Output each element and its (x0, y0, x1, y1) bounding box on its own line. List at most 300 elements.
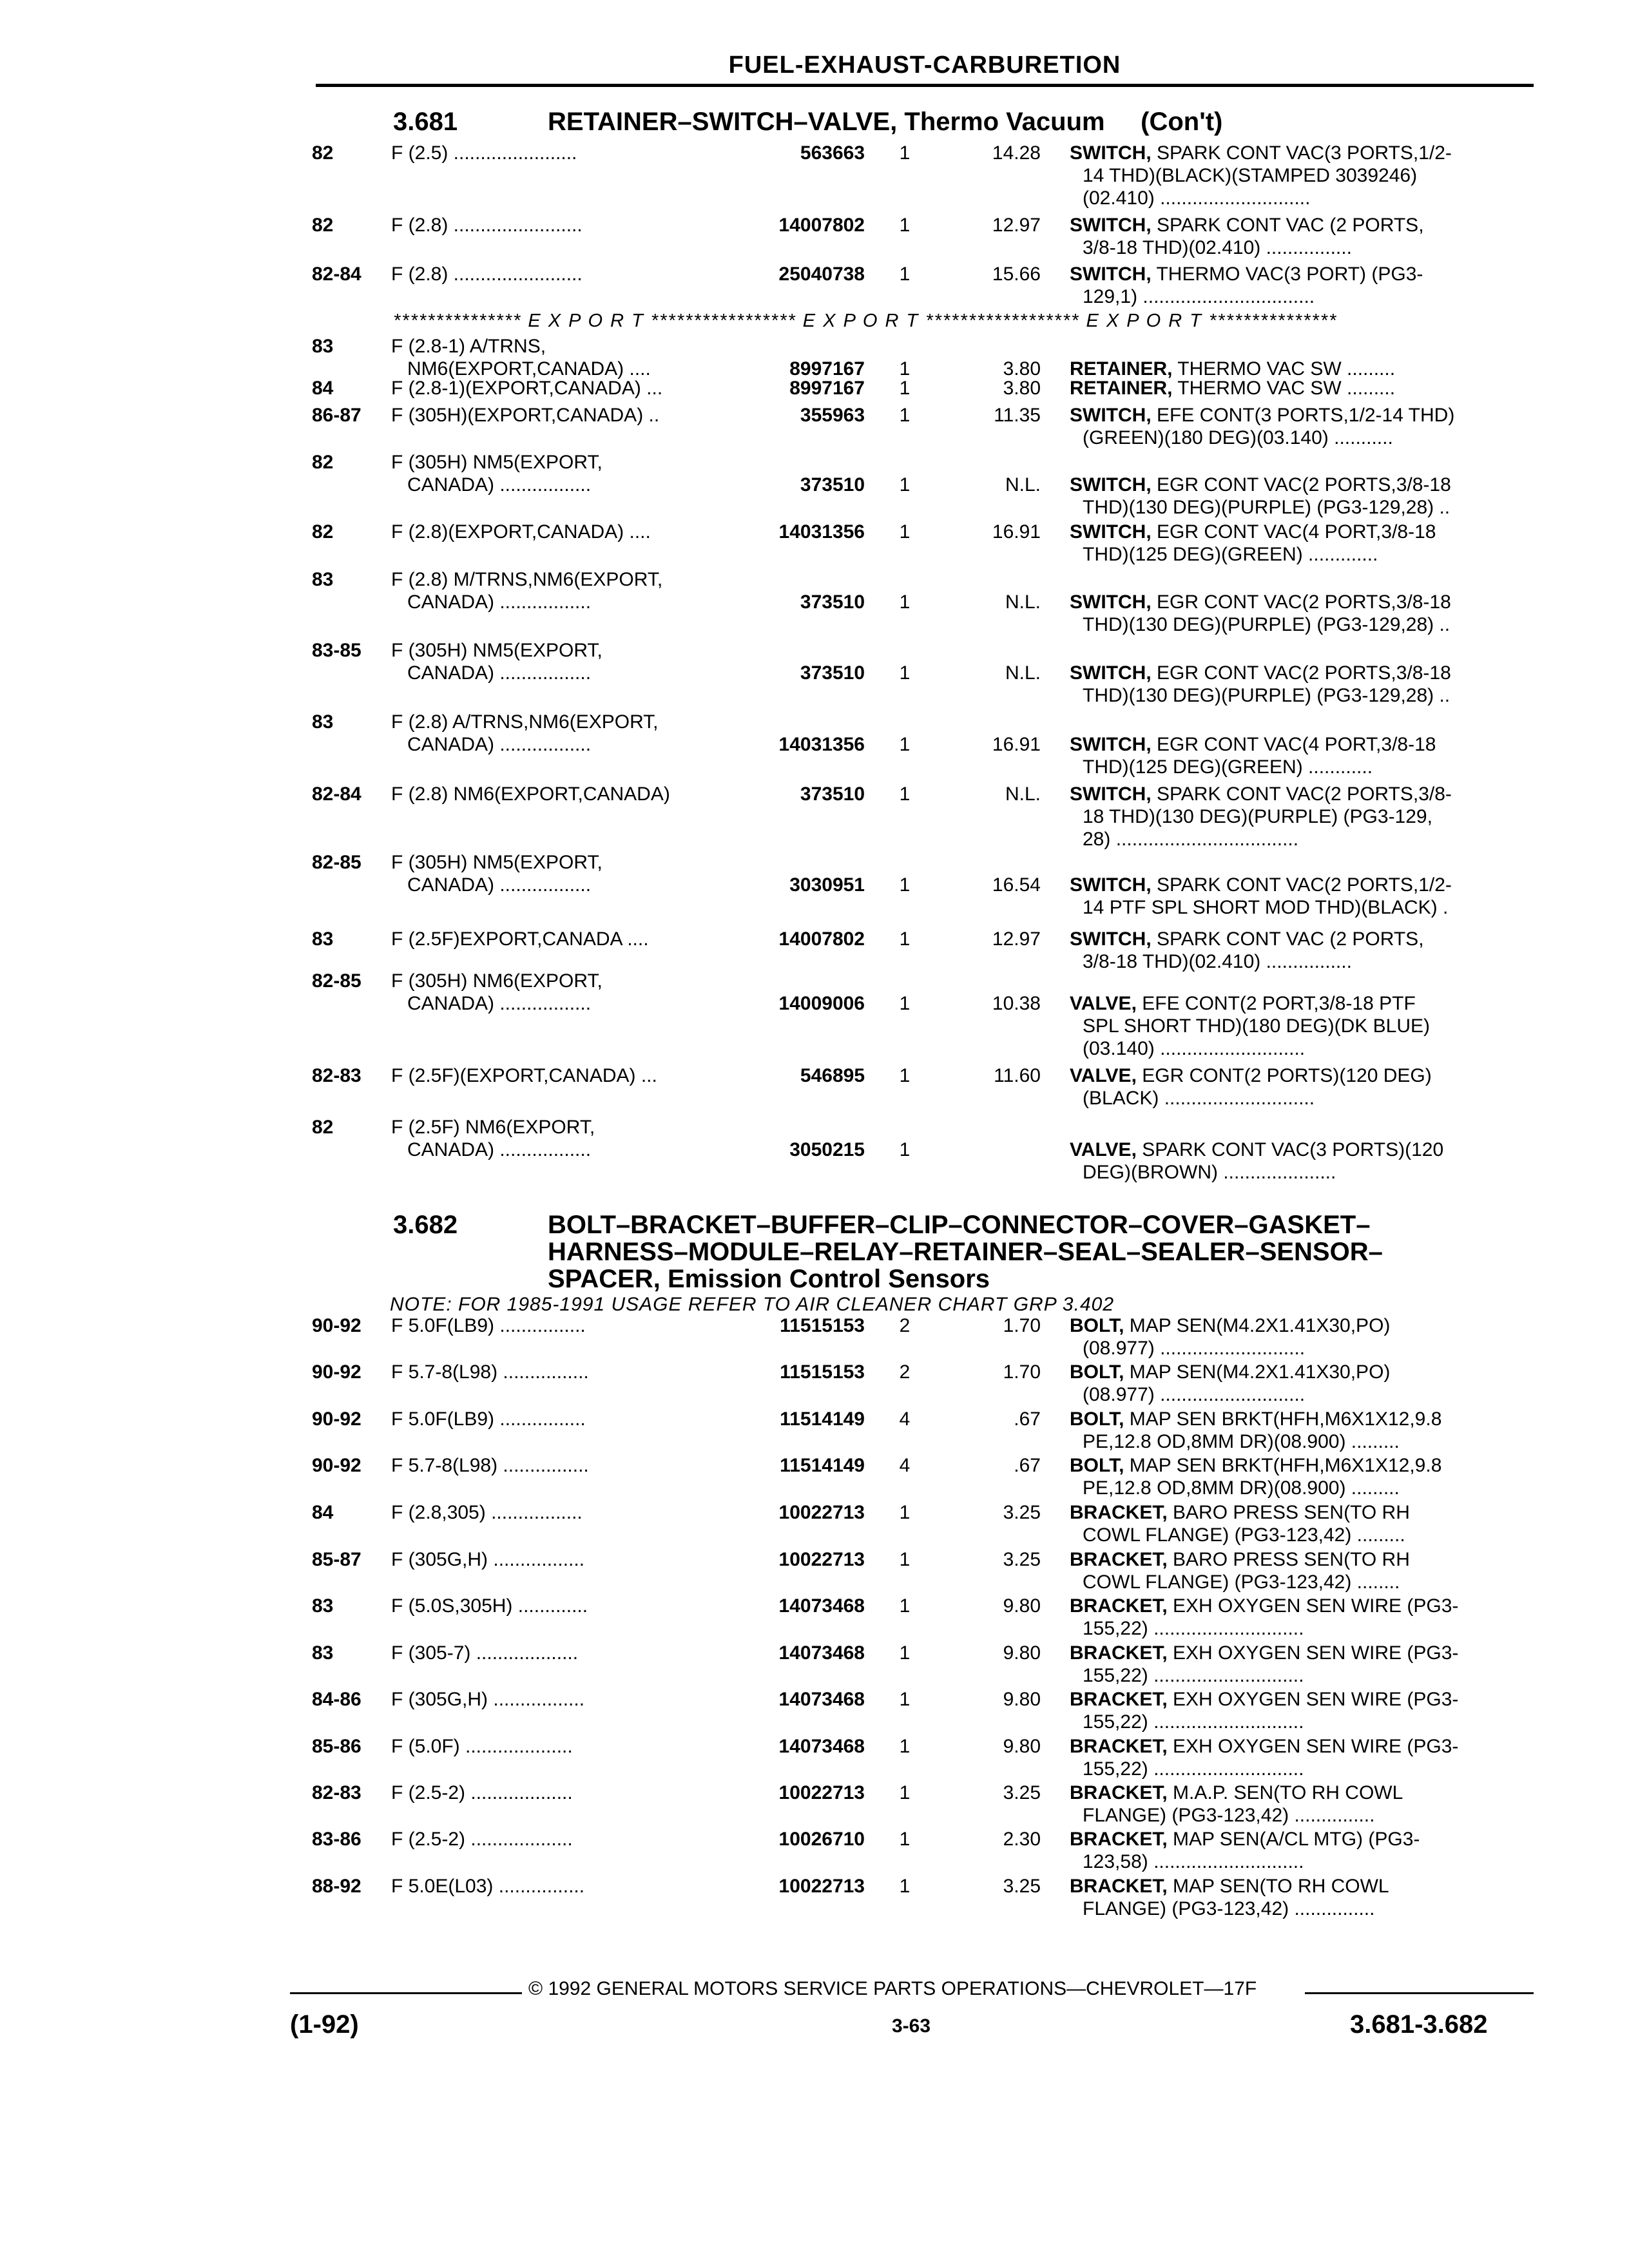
quantity: 1 (899, 215, 911, 236)
part-name-line: BRACKET, EXH OXYGEN SEN WIRE (PG3- (1070, 1642, 1459, 1664)
usage-description (391, 711, 752, 756)
part-name (1070, 1782, 1534, 1827)
usage-line: F 5.0F(LB9) ................ (391, 1315, 586, 1336)
usage-line: F (2.8) A/TRNS,NM6(EXPORT, (391, 711, 659, 733)
usage-line: CANADA) ................. (407, 591, 592, 613)
part-noun: SWITCH, (1070, 142, 1152, 164)
part-noun: SWITCH, (1070, 783, 1152, 805)
model-year: 85-87 (312, 1549, 361, 1570)
usage-line: CANADA) ................. (407, 662, 592, 684)
part-noun: VALVE, (1070, 993, 1137, 1014)
part-name-line: BRACKET, EXH OXYGEN SEN WIRE (PG3- (1070, 1736, 1459, 1757)
quantity: 1 (899, 1502, 911, 1523)
part-name (1070, 1875, 1534, 1920)
usage-line: F (5.0S,305H) ............. (391, 1595, 588, 1617)
model-year: 82-83 (312, 1065, 361, 1086)
part-name-line: SWITCH, EGR CONT VAC(2 PORTS,3/8-18 (1070, 474, 1451, 495)
part-name-line: 3/8-18 THD)(02.410) ................ (1083, 237, 1352, 258)
model-year: 83 (312, 336, 334, 357)
price: 9.80 (1003, 1595, 1041, 1617)
part-name (1070, 1454, 1534, 1499)
part-noun: BOLT, (1070, 1408, 1124, 1430)
model-year: 85-86 (312, 1736, 361, 1757)
usage-description (391, 928, 752, 950)
model-year: 82-84 (312, 264, 361, 285)
price: 1.70 (1003, 1315, 1041, 1336)
model-year: 83 (312, 1642, 334, 1664)
usage-line: F (2.8,305) ................. (391, 1502, 583, 1523)
part-noun: VALVE, (1070, 1065, 1137, 1086)
part-name-line: SWITCH, EGR CONT VAC(4 PORT,3/8-18 (1070, 734, 1436, 755)
usage-description (391, 451, 752, 496)
part-number: 14031356 (778, 521, 865, 543)
part-noun: BRACKET, (1070, 1595, 1168, 1617)
part-noun: SWITCH, (1070, 521, 1152, 543)
part-name (1070, 474, 1534, 519)
usage-line: CANADA) ................. (407, 993, 592, 1014)
price: 3.80 (1003, 378, 1041, 399)
part-name-line: 28) .................................. (1083, 829, 1299, 850)
part-name (1070, 1642, 1534, 1687)
part-number: 10026710 (778, 1829, 865, 1850)
usage-line: CANADA) ................. (407, 734, 592, 755)
footer-section-range: 3.681-3.682 (1350, 2010, 1488, 2039)
part-name-line: THD)(125 DEG)(GREEN) ............ (1083, 756, 1373, 778)
part-name (1070, 1688, 1534, 1733)
part-noun: BOLT, (1070, 1315, 1124, 1336)
usage-line: CANADA) ................. (407, 1139, 592, 1160)
quantity: 1 (899, 591, 911, 613)
part-number: 10022713 (778, 1782, 865, 1803)
part-name (1070, 591, 1534, 636)
part-noun: SWITCH, (1070, 874, 1152, 896)
footer-date: (1-92) (290, 2010, 359, 2039)
part-name-line: DEG)(BROWN) ..................... (1083, 1162, 1336, 1183)
part-number: 11515153 (780, 1315, 865, 1336)
part-name-line: THD)(130 DEG)(PURPLE) (PG3-129,28) .. (1083, 685, 1451, 706)
usage-line: F 5.0F(LB9) ................ (391, 1408, 586, 1430)
part-name-line: 3/8-18 THD)(02.410) ................ (1083, 951, 1352, 972)
model-year: 88-92 (312, 1876, 361, 1897)
part-name-line: SWITCH, SPARK CONT VAC (2 PORTS, (1070, 928, 1424, 950)
usage-line: F 5.0E(L03) ................ (391, 1876, 585, 1897)
price: 1.70 (1003, 1361, 1041, 1383)
quantity: 1 (899, 1065, 911, 1086)
price: 10.38 (992, 993, 1041, 1014)
part-number: 8997167 (789, 358, 865, 380)
usage-description (391, 1875, 752, 1898)
part-number: 25040738 (778, 264, 865, 285)
part-number: 373510 (800, 662, 865, 684)
part-number: 14031356 (778, 734, 865, 755)
quantity: 1 (899, 783, 911, 805)
part-number: 14073468 (778, 1595, 865, 1617)
usage-line: F 5.7-8(L98) ................ (391, 1455, 589, 1476)
usage-line: F (5.0F) .................... (391, 1736, 573, 1757)
price: 16.91 (992, 734, 1041, 755)
part-name-line: 155,22) ............................ (1083, 1711, 1304, 1733)
usage-description (391, 1116, 752, 1161)
part-name-line: BOLT, MAP SEN BRKT(HFH,M6X1X12,9.8 (1070, 1408, 1442, 1430)
part-number: 11514149 (780, 1408, 865, 1430)
usage-line: F (2.5-2) ................... (391, 1782, 573, 1803)
part-name (1070, 1828, 1534, 1873)
part-noun: BRACKET, (1070, 1689, 1168, 1710)
model-year: 83 (312, 569, 334, 590)
part-name-line: BOLT, MAP SEN BRKT(HFH,M6X1X12,9.8 (1070, 1455, 1442, 1476)
usage-line: F 5.7-8(L98) ................ (391, 1361, 589, 1383)
part-name-line: SWITCH, EFE CONT(3 PORTS,1/2-14 THD) (1070, 405, 1455, 426)
part-name-line: BOLT, MAP SEN(M4.2X1.41X30,PO) (1070, 1361, 1391, 1383)
part-noun: BOLT, (1070, 1455, 1124, 1476)
part-name-line: VALVE, EGR CONT(2 PORTS)(120 DEG) (1070, 1065, 1432, 1086)
footer-copyright: © 1992 GENERAL MOTORS SERVICE PARTS OPERATIONS—CHEVROLET—17F (528, 1978, 1257, 1999)
usage-description (391, 1595, 752, 1617)
part-name-line: BRACKET, BARO PRESS SEN(TO RH (1070, 1502, 1410, 1523)
quantity: 2 (899, 1361, 911, 1383)
part-name-line: (02.410) ............................ (1083, 187, 1311, 209)
usage-line: F (2.5-2) ................... (391, 1829, 573, 1850)
quantity: 1 (899, 1689, 911, 1710)
part-name-line: PE,12.8 OD,8MM DR)(08.900) ......... (1083, 1431, 1400, 1452)
part-name-line: BRACKET, MAP SEN(A/CL MTG) (PG3- (1070, 1829, 1420, 1850)
part-noun: SWITCH, (1070, 474, 1152, 495)
usage-line: F (305H) NM6(EXPORT, (391, 970, 602, 992)
usage-description (391, 851, 752, 896)
part-number: 10022713 (778, 1876, 865, 1897)
model-year: 83-85 (312, 640, 361, 661)
part-number: 11515153 (780, 1361, 865, 1383)
part-name (1070, 874, 1534, 919)
part-name-line: BOLT, MAP SEN(M4.2X1.41X30,PO) (1070, 1315, 1391, 1336)
part-name (1070, 1595, 1534, 1640)
part-name (1070, 1314, 1534, 1360)
part-name-line: 129,1) ................................ (1083, 286, 1315, 307)
footer-rule-left (290, 1992, 522, 1994)
part-name (1070, 263, 1534, 308)
usage-line: CANADA) ................. (407, 874, 592, 896)
quantity: 1 (899, 1595, 911, 1617)
model-year: 90-92 (312, 1315, 361, 1336)
part-noun: RETAINER, (1070, 378, 1173, 399)
export-banner: *************** E X P O R T ***************** E X P O R T ****************** E X P O R T *************** (393, 311, 1338, 331)
part-name-line: 155,22) ............................ (1083, 1758, 1304, 1780)
part-name (1070, 783, 1534, 850)
part-noun: SWITCH, (1070, 405, 1152, 426)
price: 16.91 (992, 521, 1041, 543)
quantity: 1 (899, 993, 911, 1014)
usage-description (391, 1454, 752, 1477)
part-name-line: 14 PTF SPL SHORT MOD THD)(BLACK) . (1083, 897, 1449, 918)
price: 15.66 (992, 264, 1041, 285)
quantity: 1 (899, 874, 911, 896)
part-number: 3030951 (789, 874, 865, 896)
usage-description (391, 1408, 752, 1430)
part-name-line: BRACKET, EXH OXYGEN SEN WIRE (PG3- (1070, 1595, 1459, 1617)
usage-line: F (2.8) ........................ (391, 215, 583, 236)
model-year: 90-92 (312, 1455, 361, 1476)
model-year: 82-85 (312, 970, 361, 992)
price: 12.97 (992, 928, 1041, 950)
part-name (1070, 377, 1534, 399)
part-name (1070, 214, 1534, 259)
usage-description (391, 568, 752, 613)
usage-description (391, 1782, 752, 1804)
quantity: 1 (899, 142, 911, 164)
part-noun: SWITCH, (1070, 215, 1152, 236)
section-title: BOLT–BRACKET–BUFFER–CLIP–CONNECTOR–COVER–GASKET–HARNESS–MODULE–RELAY–RETAINER–SEAL–SEALER–SENSOR–SPACER, Emission Control Sensors (548, 1211, 1383, 1293)
quantity: 1 (899, 1829, 911, 1850)
quantity: 1 (899, 1736, 911, 1757)
part-name-line: SWITCH, SPARK CONT VAC(2 PORTS,1/2- (1070, 874, 1452, 896)
part-name (1070, 1361, 1534, 1406)
part-noun: BRACKET, (1070, 1829, 1168, 1850)
model-year: 90-92 (312, 1361, 361, 1383)
part-name-line: BRACKET, BARO PRESS SEN(TO RH (1070, 1549, 1410, 1570)
usage-line: F (305-7) ................... (391, 1642, 579, 1664)
usage-line: F (2.8-1)(EXPORT,CANADA) ... (391, 378, 663, 399)
usage-line: F (2.5) ....................... (391, 142, 577, 164)
part-name-line: COWL FLANGE) (PG3-123,42) ......... (1083, 1524, 1405, 1546)
usage-description (391, 142, 752, 164)
part-noun: SWITCH, (1070, 662, 1152, 684)
part-number: 10022713 (778, 1502, 865, 1523)
part-name-line: 123,58) ............................ (1083, 1851, 1304, 1872)
part-name-line: (GREEN)(180 DEG)(03.140) ........... (1083, 427, 1393, 448)
part-name-line: THD)(130 DEG)(PURPLE) (PG3-129,28) .. (1083, 614, 1451, 635)
part-name-line: RETAINER, THERMO VAC SW ......... (1070, 378, 1396, 399)
price: 3.25 (1003, 1876, 1041, 1897)
model-year: 82 (312, 142, 334, 164)
usage-description (391, 1064, 752, 1087)
part-number: 14007802 (778, 928, 865, 950)
usage-description (391, 521, 752, 543)
quantity: 1 (899, 1139, 911, 1160)
part-name-line: (08.977) ........................... (1083, 1338, 1306, 1359)
usage-description (391, 377, 752, 399)
section-title: RETAINER–SWITCH–VALVE, Thermo Vacuum (Con't) (548, 108, 1223, 136)
quantity: 1 (899, 662, 911, 684)
price: 11.60 (994, 1065, 1041, 1086)
part-number: 373510 (800, 783, 865, 805)
part-name-line: SWITCH, THERMO VAC(3 PORT) (PG3- (1070, 264, 1423, 285)
usage-line: F (2.5F)(EXPORT,CANADA) ... (391, 1065, 657, 1086)
price: 14.28 (992, 142, 1041, 164)
page-title: FUEL-EXHAUST-CARBURETION (728, 52, 1121, 79)
model-year: 82 (312, 521, 334, 543)
usage-description (391, 1501, 752, 1524)
model-year: 83 (312, 711, 334, 733)
part-noun: BRACKET, (1070, 1549, 1168, 1570)
part-noun: BOLT, (1070, 1361, 1124, 1383)
quantity: 1 (899, 1549, 911, 1570)
part-name-line: VALVE, SPARK CONT VAC(3 PORTS)(120 (1070, 1139, 1444, 1160)
price: N.L. (1005, 474, 1041, 495)
usage-description (391, 1642, 752, 1664)
usage-description (391, 1361, 752, 1383)
part-name-line: SPL SHORT THD)(180 DEG)(DK BLUE) (1083, 1015, 1431, 1037)
section-note: NOTE: FOR 1985-1991 USAGE REFER TO AIR CLEANER CHART GRP 3.402 (390, 1294, 1114, 1315)
model-year: 82 (312, 452, 334, 473)
part-noun: BRACKET, (1070, 1736, 1168, 1757)
usage-description (391, 263, 752, 285)
part-name-line: COWL FLANGE) (PG3-123,42) ........ (1083, 1571, 1400, 1593)
part-number: 546895 (800, 1065, 865, 1086)
usage-line: F (305H) NM5(EXPORT, (391, 852, 602, 873)
part-name (1070, 1735, 1534, 1780)
quantity: 1 (899, 358, 911, 380)
usage-line: F (2.8) ........................ (391, 264, 583, 285)
quantity: 1 (899, 378, 911, 399)
usage-description (391, 970, 752, 1015)
model-year: 82-85 (312, 852, 361, 873)
model-year: 83 (312, 1595, 334, 1617)
part-number: 14073468 (778, 1642, 865, 1664)
model-year: 84-86 (312, 1689, 361, 1710)
price: 2.30 (1003, 1829, 1041, 1850)
quantity: 1 (899, 928, 911, 950)
part-name-line: 155,22) ............................ (1083, 1665, 1304, 1686)
model-year: 83 (312, 928, 334, 950)
part-name-line: SWITCH, SPARK CONT VAC(3 PORTS,1/2- (1070, 142, 1452, 164)
model-year: 84 (312, 1502, 334, 1523)
part-name-line: BRACKET, M.A.P. SEN(TO RH COWL (1070, 1782, 1403, 1803)
part-noun: RETAINER, (1070, 358, 1173, 380)
quantity: 1 (899, 1876, 911, 1897)
quantity: 1 (899, 1782, 911, 1803)
model-year: 82-84 (312, 783, 361, 805)
price: N.L. (1005, 662, 1041, 684)
part-name-line: (BLACK) ............................ (1083, 1088, 1315, 1109)
part-number: 355963 (800, 405, 865, 426)
model-year: 82 (312, 215, 334, 236)
usage-line: F (2.8-1) A/TRNS, (391, 336, 546, 357)
price: 12.97 (992, 215, 1041, 236)
part-noun: VALVE, (1070, 1139, 1137, 1160)
usage-description (391, 639, 752, 684)
price: 9.80 (1003, 1736, 1041, 1757)
part-number: 14073468 (778, 1736, 865, 1757)
part-noun: BRACKET, (1070, 1642, 1168, 1664)
part-name (1070, 1139, 1534, 1184)
part-name (1070, 992, 1534, 1060)
quantity: 1 (899, 474, 911, 495)
quantity: 1 (899, 1642, 911, 1664)
usage-description (391, 214, 752, 236)
part-number: 373510 (800, 591, 865, 613)
price: 3.25 (1003, 1549, 1041, 1570)
price: 16.54 (992, 874, 1041, 896)
part-name-line: (03.140) ........................... (1083, 1038, 1306, 1059)
part-name-line: SWITCH, SPARK CONT VAC (2 PORTS, (1070, 215, 1424, 236)
part-name-line: SWITCH, EGR CONT VAC(2 PORTS,3/8-18 (1070, 591, 1451, 613)
part-name-line: VALVE, EFE CONT(2 PORT,3/8-18 PTF (1070, 993, 1416, 1014)
part-number: 11514149 (780, 1455, 865, 1476)
usage-description (391, 1735, 752, 1758)
part-name-line: BRACKET, MAP SEN(TO RH COWL (1070, 1876, 1389, 1897)
usage-line: F (305H) NM5(EXPORT, (391, 452, 602, 473)
part-name (1070, 521, 1534, 566)
usage-description (391, 1548, 752, 1571)
price: 3.25 (1003, 1782, 1041, 1803)
model-year: 90-92 (312, 1408, 361, 1430)
section-number: 3.682 (393, 1211, 458, 1239)
part-name-line: SWITCH, SPARK CONT VAC(2 PORTS,3/8- (1070, 783, 1452, 805)
model-year: 83-86 (312, 1829, 361, 1850)
part-number: 3050215 (789, 1139, 865, 1160)
model-year: 82 (312, 1117, 334, 1138)
usage-line: F (2.5F) NM6(EXPORT, (391, 1117, 595, 1138)
part-name (1070, 733, 1534, 778)
part-number: 8997167 (789, 378, 865, 399)
usage-line: F (2.8)(EXPORT,CANADA) .... (391, 521, 651, 543)
usage-line: F (305G,H) ................. (391, 1549, 585, 1570)
footer-page-number: 3-63 (892, 2015, 931, 2037)
part-noun: BRACKET, (1070, 1782, 1168, 1803)
part-noun: SWITCH, (1070, 264, 1152, 285)
part-name-line: SWITCH, EGR CONT VAC(4 PORT,3/8-18 (1070, 521, 1436, 543)
price: N.L. (1005, 783, 1041, 805)
quantity: 1 (899, 734, 911, 755)
part-name (1070, 404, 1534, 449)
part-number: 10022713 (778, 1549, 865, 1570)
part-number: 14073468 (778, 1689, 865, 1710)
quantity: 4 (899, 1455, 911, 1476)
usage-description (391, 404, 752, 427)
part-noun: SWITCH, (1070, 591, 1152, 613)
part-noun: BRACKET, (1070, 1502, 1168, 1523)
quantity: 2 (899, 1315, 911, 1336)
usage-line: F (305H)(EXPORT,CANADA) .. (391, 405, 660, 426)
part-noun: SWITCH, (1070, 928, 1152, 950)
part-name-line: SWITCH, EGR CONT VAC(2 PORTS,3/8-18 (1070, 662, 1451, 684)
section-number: 3.681 (393, 108, 458, 136)
part-name-line: 18 THD)(130 DEG)(PURPLE) (PG3-129, (1083, 806, 1432, 827)
usage-line: F (305G,H) ................. (391, 1689, 585, 1710)
part-number: 14007802 (778, 215, 865, 236)
part-noun: BRACKET, (1070, 1876, 1168, 1897)
part-name-line: THD)(130 DEG)(PURPLE) (PG3-129,28) .. (1083, 497, 1451, 518)
part-name (1070, 928, 1534, 973)
price: .67 (1014, 1408, 1041, 1430)
price: .67 (1014, 1455, 1041, 1476)
part-noun: SWITCH, (1070, 734, 1152, 755)
part-name-line: 14 THD)(BLACK)(STAMPED 3039246) (1083, 165, 1418, 186)
usage-description (391, 783, 752, 805)
price: 9.80 (1003, 1642, 1041, 1664)
quantity: 4 (899, 1408, 911, 1430)
part-number: 563663 (800, 142, 865, 164)
part-name-line: PE,12.8 OD,8MM DR)(08.900) ......... (1083, 1477, 1400, 1499)
usage-line: F (2.5F)EXPORT,CANADA .... (391, 928, 649, 950)
part-name (1070, 1501, 1534, 1546)
model-year: 82-83 (312, 1782, 361, 1803)
price: 9.80 (1003, 1689, 1041, 1710)
part-name-line: THD)(125 DEG)(GREEN) ............. (1083, 544, 1378, 565)
price: 3.25 (1003, 1502, 1041, 1523)
part-name (1070, 1548, 1534, 1593)
part-name-line: FLANGE) (PG3-123,42) ............... (1083, 1898, 1375, 1919)
usage-description (391, 1688, 752, 1711)
part-name (1070, 142, 1534, 209)
usage-line: NM6(EXPORT,CANADA) .... (407, 358, 651, 380)
usage-line: F (2.8) M/TRNS,NM6(EXPORT, (391, 569, 663, 590)
usage-description (391, 335, 752, 380)
part-name-line: (08.977) ........................... (1083, 1384, 1306, 1405)
price: 3.80 (1003, 358, 1041, 380)
usage-description (391, 1828, 752, 1850)
part-name (1070, 662, 1534, 707)
